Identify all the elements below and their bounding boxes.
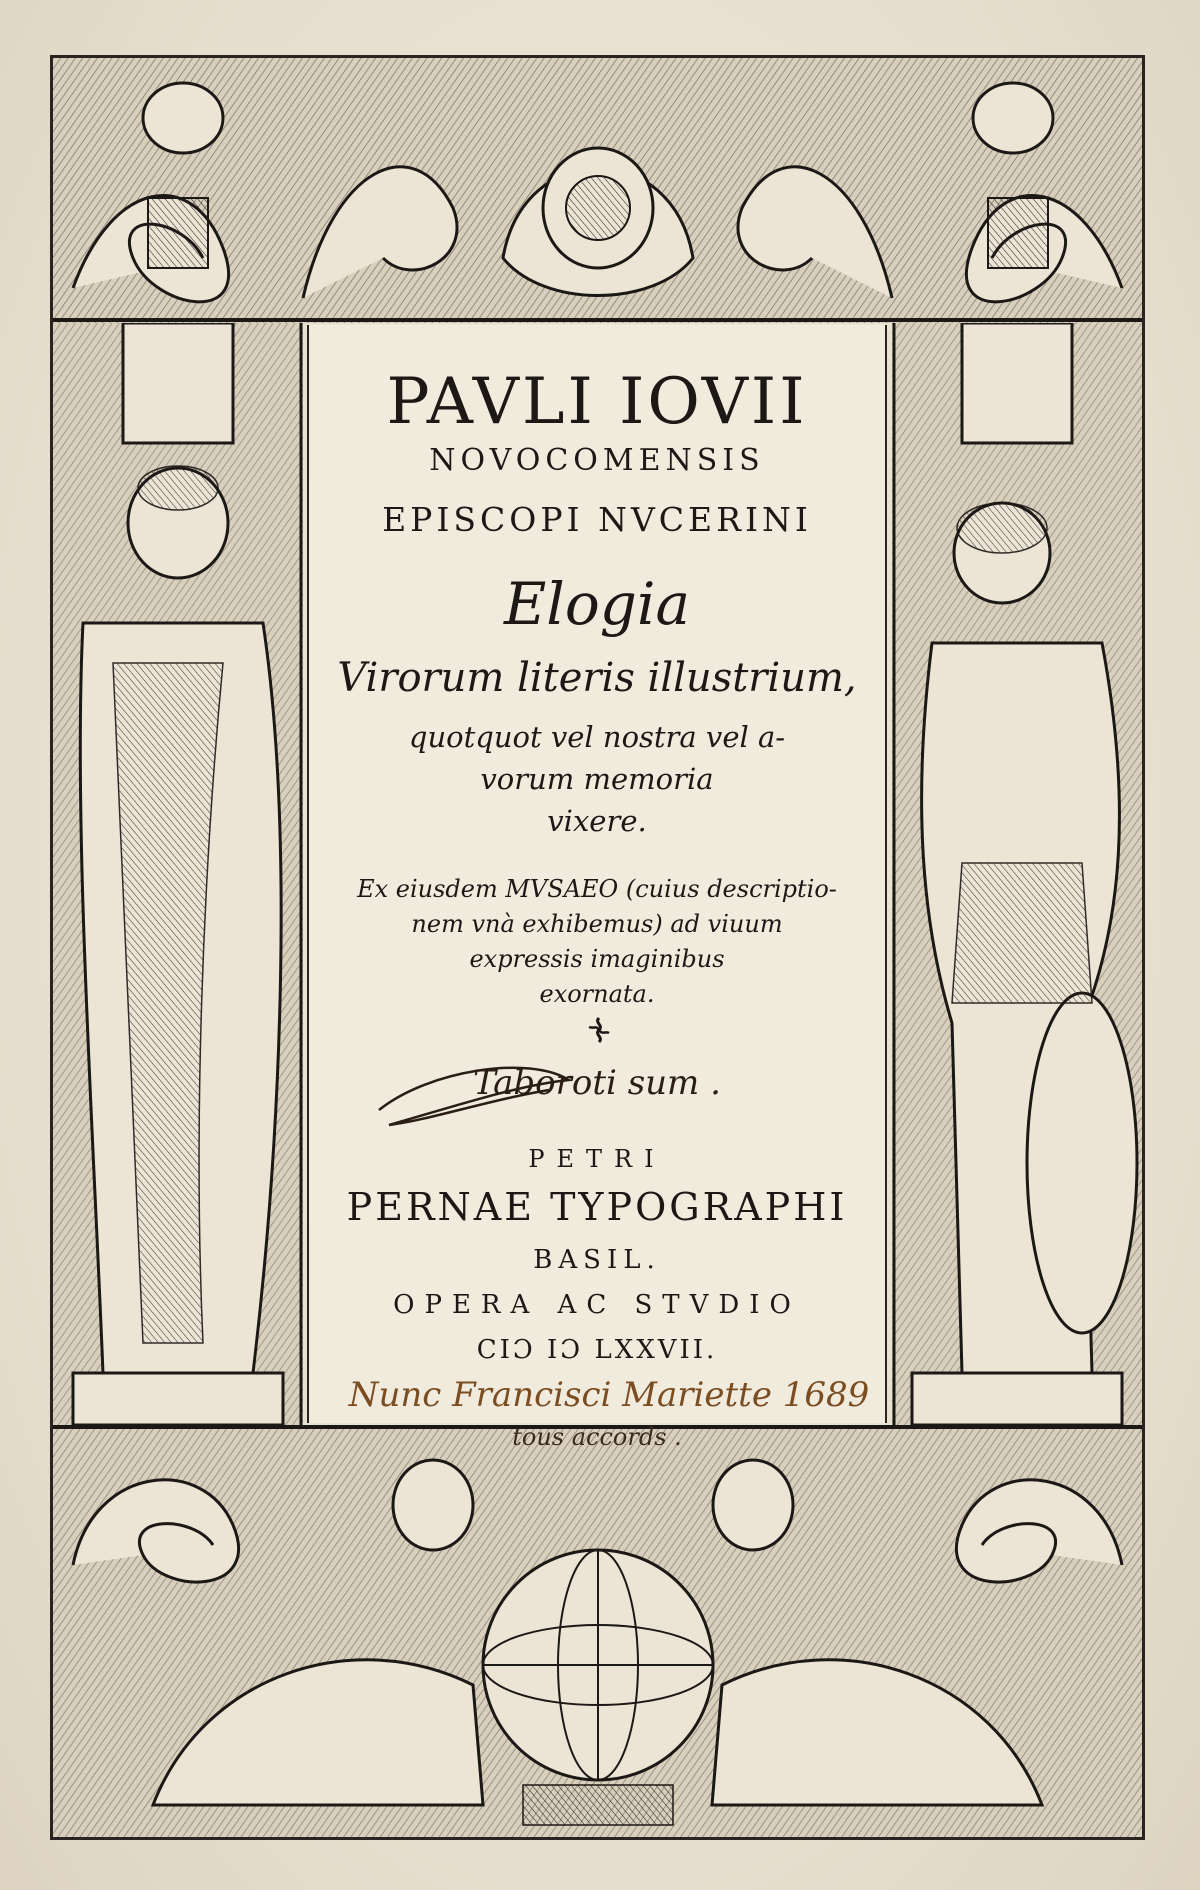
printer-name: PERNAE TYPOGRAPHI: [346, 1185, 848, 1229]
printer-first-name: PETRI: [528, 1145, 666, 1173]
work-title: Elogia: [503, 570, 691, 638]
author-office: EPISCOPI NVCERINI: [382, 500, 812, 539]
subtitle-line: vixere.: [547, 804, 647, 838]
subtitle-line: quotquot vel nostra vel a-: [408, 720, 786, 754]
description-line: nem vnà exhibemus) ad viuum: [411, 910, 783, 938]
author-name: PAVLI IOVII: [386, 365, 808, 439]
ownership-inscription: tous accords .: [512, 1423, 682, 1451]
author-origin: NOVOCOMENSIS: [429, 443, 765, 478]
ownership-inscription: Taboroti sum .: [473, 1063, 721, 1103]
description-line: Ex eiusdem MVSAEO (cuius descriptio-: [357, 875, 837, 903]
work-subtitle: Virorum literis illustrium,: [337, 655, 857, 701]
printing-place: BASIL.: [533, 1245, 661, 1275]
imprint-year: CIƆ IƆ LXXVII.: [476, 1335, 718, 1365]
imprint-opera: OPERA AC STVDIO: [393, 1290, 801, 1320]
description-line: exornata.: [539, 980, 655, 1008]
title-panel: [307, 325, 887, 1451]
description-line: expressis imaginibus: [469, 945, 725, 973]
fleuron-icon: [584, 1015, 614, 1045]
ownership-inscription: Nunc Francisci Mariette 1689: [348, 1375, 870, 1415]
subtitle-line: vorum memoria: [480, 762, 714, 796]
